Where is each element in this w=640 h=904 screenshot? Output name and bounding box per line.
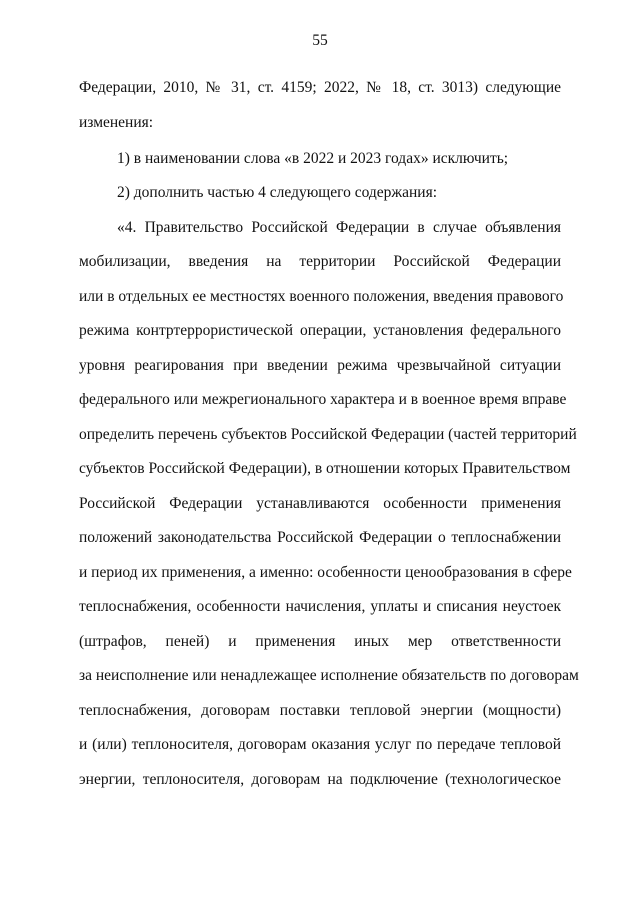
text-line: «4. Правительство Российской Федерации в случае объявления <box>117 219 561 236</box>
text-line: определить перечень субъектов Российской Федерации (частей территорий <box>79 426 577 443</box>
text-line: теплоснабжения, особенности начисления, уплаты и списания неустоек <box>79 598 561 615</box>
text-line: энергии, теплоносителя, договорам на подключение (технологическое <box>79 771 561 788</box>
text-line: федерального или межрегионального характера и в военное время вправе <box>79 391 567 408</box>
text-line: Федерации, 2010, № 31, ст. 4159; 2022, № 18, ст. 3013) следующие <box>79 79 561 96</box>
text-line: и период их применения, а именно: особенности ценообразования в сфере <box>79 564 572 581</box>
text-line: Российской Федерации устанавливаются особенности применения <box>79 495 561 512</box>
text-line: режима контртеррористической операции, установления федерального <box>79 322 561 339</box>
text-line: 2) дополнить частью 4 следующего содержания: <box>117 184 438 201</box>
text-line: 1) в наименовании слова «в 2022 и 2023 годах» исключить; <box>117 150 509 167</box>
text-line: или в отдельных ее местностях военного положения, введения правового <box>79 288 564 305</box>
text-line: изменения: <box>79 114 154 131</box>
text-line: субъектов Российской Федерации), в отношении которых Правительством <box>79 460 571 477</box>
text-line: (штрафов, пеней) и применения иных мер ответственности <box>79 633 561 650</box>
text-line: уровня реагирования при введении режима чрезвычайной ситуации <box>79 357 561 374</box>
text-line: за неисполнение или ненадлежащее исполнение обязательств по договорам <box>79 667 579 684</box>
text-line: и (или) теплоносителя, договорам оказания услуг по передаче тепловой <box>79 736 561 753</box>
page-number: 55 <box>312 32 328 49</box>
text-line: мобилизации, введения на территории Российской Федерации <box>79 253 561 270</box>
text-line: теплоснабжения, договорам поставки тепловой энергии (мощности) <box>79 702 561 719</box>
text-line: положений законодательства Российской Федерации о теплоснабжении <box>79 529 561 546</box>
